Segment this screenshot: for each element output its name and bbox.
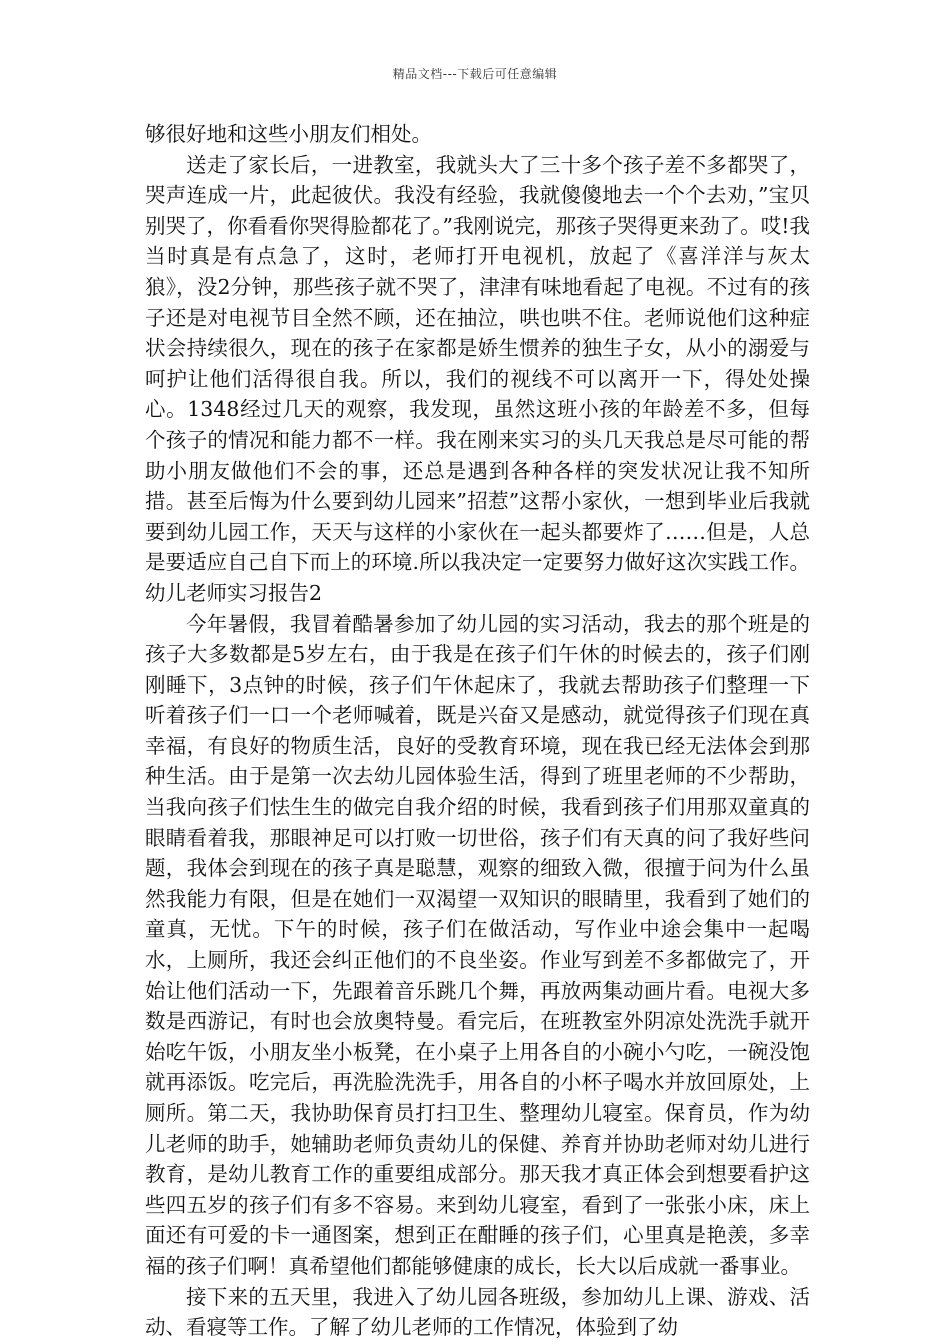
paragraph: 今年暑假，我冒着酷暑参加了幼儿园的实习活动，我去的那个班是的孩子大多数都是5岁左右，由于我是在孩子们午休的时候去的，孩子们刚刚睡下，3点钟的时候，孩子们午休起床了，我就去帮助孩子们整理一下听着孩子们一口一个老师喊着，既是兴奋又是感动，就觉得孩子们现在真幸福，有良好的物质生活，良好的受教育环境，现在我已经无法体会到那种生活。由于是第一次去幼儿园体验生活，得到了班里老师的不少帮助，当我向孩子们怯生生的做完自我介绍的时候，我看到孩子们用那双童真的眼睛看着我，那眼神足可以打败一切世俗，孩子们有天真的问了我好些问题，我体会到现在的孩子真是聪慧，观察的细致入微，很擅于问为什么虽然我能力有限，但是在她们一双渴望一双知识的眼睛里，我看到了她们的童真，无忧。下午的时候，孩子们在做活动，写作业中途会集中一起喝水，上厕所，我还会纠正他们的不良坐姿。作业写到差不多都做完了，开始让他们活动一下，先跟着音乐跳几个舞，再放两集动画片看。电视大多数是西游记，有时也会放奥特曼。看完后，在班教室外阴凉处洗洗手就开始吃午饭，小朋友坐小板凳，在小桌子上用各自的小碗小勺吃，一碗没饱就再添饭。吃完后，再洗脸洗洗手，用各自的小杯子喝水并放回原处，上厕所。第二天，我协助保育员打扫卫生、整理幼儿寝室。保育员，作为幼儿老师的助手，她辅助老师负责幼儿的保健、养育并协助老师对幼儿进行教育，是幼儿教育工作的重要组成部分。那天我才真正体会到想要看护这些四五岁的孩子们有多不容易。来到幼儿寝室，看到了一张张小床，床上面还有可爱的卡一通图案，想到正在酣睡的孩子们，心里真是艳羡，多幸福的孩子们啊！真希望他们都能够健康的成长，长大以后成就一番事业。: [145, 611, 810, 1278]
paragraph: 送走了家长后，一进教室，我就头大了三十多个孩子差不多都哭了，哭声连成一片，此起彼伏。我没有经验，我就傻傻地去一个个去劝，”宝贝别哭了，你看看你哭得脸都花了。”我刚说完，那孩子哭得更来劲了。哎!我当时真是有点急了，这时，老师打开电视机，放起了《喜洋洋与灰太狼》，没2分钟，那些孩子就不哭了，津津有味地看起了电视。不过有的孩子还是对电视节目全然不顾，还在抽泣，哄也哄不住。老师说他们这种症状会持续很久，现在的孩子在家都是娇生惯养的独生子女，从小的溺爱与呵护让他们活得很自我。所以，我们的视线不可以离开一下，得处处操心。1348经过几天的观察，我发现，虽然这班小孩的年龄差不多，但每个孩子的情况和能力都不一样。我在刚来实习的头几天我总是尽可能的帮助小朋友做他们不会的事，还总是遇到各种各样的突发状况让我不知所措。甚至后悔为什么要到幼儿园来”招惹”这帮小家伙，一想到毕业后我就要到幼儿园工作，天天与这样的小家伙在一起头都要炸了……但是，人总是要适应自己自下而上的环境.所以我决定一定要努力做好这次实践工作。幼儿老师实习报告2: [145, 152, 810, 605]
document-body: [145, 119, 810, 1343]
paragraph-continuation: 够很好地和这些小朋友们相处。: [145, 122, 432, 146]
page-header: 精品文档---下载后可任意编辑: [392, 67, 558, 81]
paragraph: 接下来的五天里，我进入了幼儿园各班级，参加幼儿上课、游戏、活动、看寝等工作。了解了幼儿老师的工作情况，体验到了幼: [145, 1284, 810, 1340]
